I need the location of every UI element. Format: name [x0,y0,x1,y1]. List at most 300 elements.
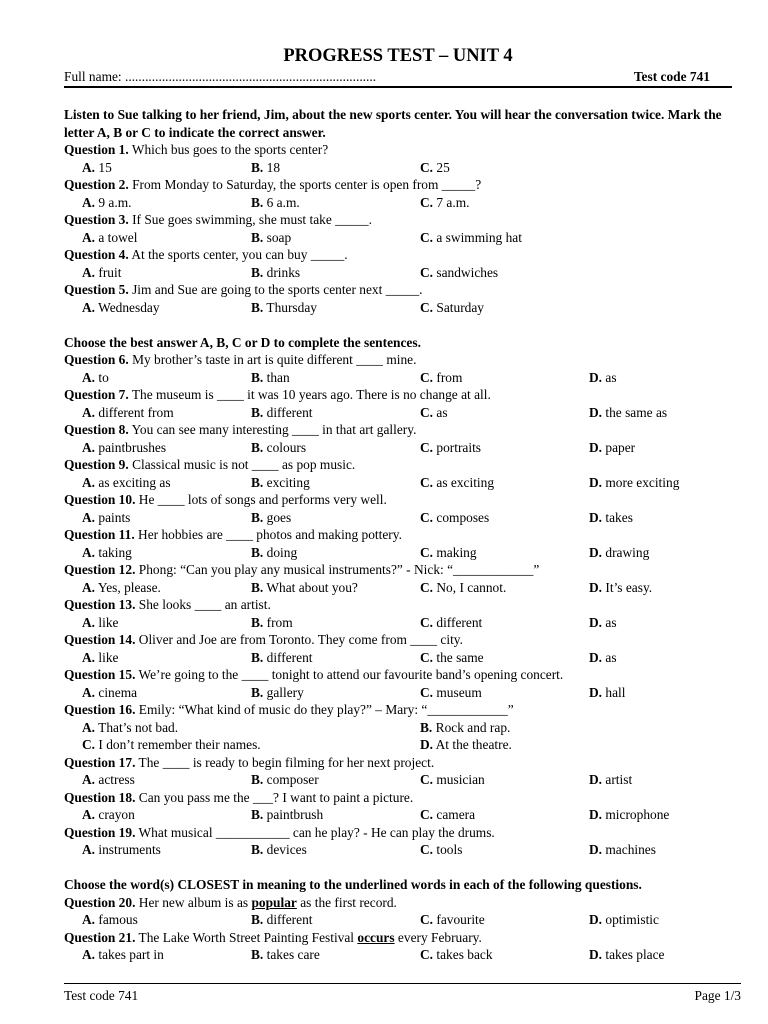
question-stem [64,631,732,649]
question-text: Classical music is not ____ as pop music. [128,457,356,472]
options-row [64,736,732,754]
question-label: Question 12. [64,562,136,577]
question-text: The museum is ____ it was 10 years ago. There is no change at all. [128,387,491,402]
answer-option [589,771,632,789]
option-text: different [436,614,483,630]
option-letter: B. [251,474,264,490]
answer-option [82,806,135,824]
option-text: famous [98,912,138,927]
answer-option [420,544,477,562]
answer-option [82,911,138,929]
option-letter: A. [82,579,96,595]
page-title: PROGRESS TEST – UNIT 4 [283,46,513,66]
question-stem [64,701,732,719]
question-stem [64,789,732,807]
question-text: The ____ is ready to begin filming for her next project. [135,754,435,770]
answer-option [251,771,319,789]
options-row [64,194,732,212]
option-letter: D. [589,947,603,962]
answer-option [82,404,174,422]
option-letter: A. [82,159,96,175]
options-row [64,771,732,789]
answer-option [420,264,498,282]
answer-option [251,614,293,632]
answer-option [589,684,625,702]
options-row [64,299,732,317]
options-row [64,404,732,422]
option-letter: C. [420,439,434,455]
option-letter: A. [82,439,96,455]
option-text: Wednesday [98,299,160,315]
answer-option [589,509,633,527]
option-letter: B. [251,684,264,700]
option-text: fruit [98,264,122,280]
option-letter: B. [251,194,264,210]
option-letter: D. [589,649,603,665]
option-letter: B. [251,299,264,315]
answer-option [251,299,317,317]
answer-option [82,439,166,457]
option-text: paintbrush [266,807,324,822]
option-letter: B. [420,719,433,735]
options-row [64,544,732,562]
answer-option [82,544,132,562]
answer-option [420,946,493,964]
option-letter: C. [420,509,434,525]
question-text: From Monday to Saturday, the sports center is open from _____? [128,177,482,192]
option-text: paintbrushes [98,439,167,455]
option-text: composes [436,509,490,525]
option-letter: C. [82,737,96,752]
option-letter: A. [82,194,96,210]
question-stem [64,526,732,544]
option-letter: C. [420,947,434,962]
answer-option [420,614,482,632]
option-letter: C. [420,474,434,490]
answer-option [82,299,160,317]
question-text: He ____ lots of songs and performs very well. [135,492,387,507]
option-letter: C. [420,807,434,822]
options-row [64,911,732,929]
answer-option [420,736,512,754]
answer-option [589,404,667,422]
option-text: sandwiches [436,264,499,280]
question-text: Can you pass me the ___? I want to paint a picture. [135,789,414,805]
option-letter: C. [420,404,434,420]
answer-option [251,439,306,457]
answer-option [420,649,484,667]
option-text: drinks [266,264,301,280]
answer-option [82,474,171,492]
test-content [64,106,732,964]
question-text: Oliver and Joe are from Toronto. They come from ____ city. [135,632,463,647]
option-text: as exciting as [98,474,171,490]
question-text: At the sports center, you can buy _____. [128,247,348,262]
question-label: Question 16. [64,702,136,717]
question-stem [64,421,732,439]
answer-option [420,229,522,247]
option-letter: A. [82,807,96,822]
question-text: Emily: “What kind of music do they play?” – Mary: “____________” [135,702,514,717]
option-letter: A. [82,684,96,700]
question-stem [64,246,732,264]
option-letter: C. [420,684,434,700]
option-text: crayon [98,807,135,822]
option-letter: D. [589,912,603,927]
question-text: If Sue goes swimming, she must take _____. [128,212,372,227]
question-label: Question 13. [64,597,136,612]
question-text: Which bus goes to the sports center? [128,142,329,157]
option-letter: C. [420,544,434,560]
question-text: My brother’s taste in art is quite different ____ mine. [128,352,417,367]
option-letter: D. [589,544,603,560]
option-letter: C. [420,772,434,787]
option-letter: A. [82,649,96,665]
option-text: exciting [266,474,310,490]
answer-option [251,509,291,527]
option-letter: C. [420,842,434,857]
answer-option [251,474,310,492]
option-letter: C. [420,299,434,315]
option-letter: A. [82,544,96,560]
option-text: takes place [605,947,665,962]
option-text: 9 a.m. [98,194,132,210]
option-text: the same as [605,404,668,420]
question-stem [64,596,732,614]
option-text: a swimming hat [436,229,522,245]
answer-option [589,544,649,562]
answer-option [251,369,290,387]
answer-option [251,194,300,212]
option-text: Saturday [436,299,484,315]
option-letter: D. [589,614,603,630]
options-row [64,719,732,737]
answer-option [251,911,313,929]
option-letter: C. [420,229,434,245]
question-stem [64,211,732,229]
question-label: Question 4. [64,247,129,262]
full-name-field: Full name: ........................................................................... [64,69,377,84]
option-text: like [98,649,119,665]
answer-option [82,579,161,597]
option-text: tools [436,842,463,857]
answer-option [420,439,481,457]
option-text: artist [605,772,633,787]
options-row [64,474,732,492]
answer-option [82,614,118,632]
answer-option [420,771,485,789]
answer-option [589,614,617,632]
answer-option [589,806,669,824]
option-text: taking [98,544,132,560]
answer-option [82,841,161,859]
spacer [64,859,732,877]
option-text: like [98,614,119,630]
option-letter: B. [251,649,264,665]
option-text: portraits [436,439,482,455]
option-letter: B. [251,264,264,280]
option-text: devices [266,842,307,857]
option-text: soap [266,229,292,245]
option-letter: C. [420,579,434,595]
question-stem [64,141,732,159]
question-text: You can see many interesting ____ in that art gallery. [128,422,417,437]
option-letter: B. [251,159,264,175]
option-text: takes part in [98,947,164,962]
option-text: different [266,649,313,665]
option-letter: D. [589,509,603,525]
answer-option [251,684,304,702]
option-text: composer [266,772,319,787]
footer-page-number: Page 1/3 [694,988,741,1003]
option-letter: A. [82,264,96,280]
option-text: 15 [98,159,112,175]
question-text: What musical ___________ can he play? - He can play the drums. [135,824,495,840]
question-text: every February. [394,929,482,945]
answer-option [82,369,109,387]
option-letter: A. [82,299,96,315]
option-text: Thursday [266,299,317,315]
option-text: hall [605,684,626,700]
answer-option [420,509,489,527]
option-letter: C. [420,912,434,927]
option-letter: D. [589,772,603,787]
question-label: Question 2. [64,177,129,192]
answer-option [589,369,617,387]
option-letter: B. [251,229,264,245]
answer-option [82,159,112,177]
option-letter: B. [251,509,264,525]
question-label: Question 17. [64,754,136,770]
option-text: It’s easy. [605,579,653,595]
underlined-word: occurs [357,929,395,945]
option-text: cinema [98,684,138,700]
option-text: colours [266,439,307,455]
option-letter: D. [420,737,434,752]
question-label: Question 20. [64,894,136,910]
option-letter: A. [82,772,96,787]
question-stem [64,754,732,772]
question-stem [64,456,732,474]
option-letter: A. [82,842,96,857]
question-stem [64,824,732,842]
option-text: as [605,649,617,665]
option-letter: D. [589,579,603,595]
question-label: Question 21. [64,929,136,945]
answer-option [589,474,679,492]
options-row [64,806,732,824]
answer-option [589,911,659,929]
answer-option [251,946,320,964]
answer-option [589,946,665,964]
option-letter: D. [589,474,603,490]
option-text: as exciting [436,474,495,490]
option-letter: D. [589,807,603,822]
question-label: Question 9. [64,457,129,472]
answer-option [82,946,164,964]
options-row [64,614,732,632]
option-letter: C. [420,369,434,385]
answer-option [251,264,300,282]
answer-option [82,229,137,247]
option-letter: A. [82,369,96,385]
answer-option [420,684,482,702]
option-text: museum [436,684,482,700]
answer-option [420,719,510,737]
option-text: as [605,614,617,630]
option-letter: A. [82,509,96,525]
answer-option [589,579,652,597]
option-letter: D. [589,842,603,857]
option-text: machines [605,842,656,857]
option-text: At the theatre. [435,737,512,752]
answer-option [82,509,130,527]
option-letter: B. [251,807,264,822]
option-text: musician [436,772,485,787]
option-letter: A. [82,474,96,490]
option-text: different [266,912,313,927]
answer-option [420,369,462,387]
options-row [64,509,732,527]
option-text: instruments [98,842,161,857]
option-letter: A. [82,614,96,630]
option-letter: C. [420,159,434,175]
option-text: I don’t remember their names. [98,737,261,752]
answer-option [420,579,506,597]
question-stem [64,666,732,684]
option-letter: A. [82,947,96,962]
option-text: 25 [436,159,450,175]
options-row [64,264,732,282]
option-letter: B. [251,614,264,630]
question-label: Question 14. [64,632,136,647]
section-instruction: Choose the word(s) CLOSEST in meaning to the underlined words in each of the following questions. [64,877,642,892]
answer-option [251,404,313,422]
answer-option [82,194,132,212]
option-text: from [436,369,463,385]
question-text: Phong: “Can you play any musical instruments?” - Nick: “____________” [135,562,540,577]
question-text: Her hobbies are ____ photos and making pottery. [134,527,402,542]
option-letter: A. [82,229,96,245]
option-text: to [98,369,109,385]
answer-option [589,841,656,859]
option-text: a towel [98,229,138,245]
answer-option [420,404,448,422]
underlined-word: popular [251,894,297,910]
option-letter: C. [420,614,434,630]
options-row [64,159,732,177]
question-stem [64,351,732,369]
option-text: the same [436,649,484,665]
question-text: Her new album is as [135,894,252,910]
option-text: gallery [266,684,304,700]
answer-option [420,911,485,929]
page-footer [64,983,741,1014]
option-letter: C. [420,264,434,280]
option-text: favourite [436,912,485,927]
question-text: as the first record. [296,894,397,910]
options-row [64,649,732,667]
answer-option [420,841,462,859]
option-letter: D. [589,684,603,700]
answer-option [251,579,358,597]
answer-option [420,299,484,317]
question-stem [64,386,732,404]
option-letter: C. [420,194,434,210]
answer-option [251,649,313,667]
option-letter: D. [589,369,603,385]
option-text: than [266,369,290,385]
option-text: 7 a.m. [436,194,470,210]
question-label: Question 3. [64,212,129,227]
name-row [64,67,732,88]
option-letter: B. [251,404,264,420]
footer-test-code: Test code 741 [64,988,139,1003]
answer-option [251,229,291,247]
option-text: different [266,404,313,420]
answer-option [420,474,494,492]
option-text: microphone [605,807,670,822]
option-text: takes care [266,947,320,962]
question-text: Jim and Sue are going to the sports center next _____. [128,282,423,297]
option-letter: B. [251,369,264,385]
answer-option [82,736,261,754]
option-text: doing [266,544,298,560]
option-text: Yes, please. [97,579,161,595]
option-text: paints [98,509,131,525]
options-row [64,946,732,964]
option-text: 6 a.m. [266,194,300,210]
option-letter: B. [251,842,264,857]
question-text: She looks ____ an artist. [135,597,271,612]
question-label: Question 15. [64,667,136,682]
answer-option [82,771,135,789]
option-letter: B. [251,579,264,595]
answer-option [420,159,450,177]
option-letter: C. [420,649,434,665]
option-text: camera [436,807,476,822]
option-text: different from [98,404,174,420]
options-row [64,369,732,387]
answer-option [589,649,617,667]
option-letter: A. [82,719,96,735]
option-text: No, I cannot. [436,579,507,595]
question-stem [64,561,732,579]
option-letter: B. [251,947,264,962]
option-text: actress [98,772,135,787]
option-letter: D. [589,404,603,420]
option-letter: B. [251,544,264,560]
answer-option [82,264,121,282]
option-text: as [605,369,617,385]
option-text: That’s not bad. [98,719,179,735]
section-instruction: Listen to Sue talking to her friend, Jim, about the new sports center. You will hear the conversation twice. Mark the letter A, B or C to indicate the correct answer. [64,107,722,140]
option-letter: B. [251,439,264,455]
question-label: Question 5. [64,282,129,297]
question-label: Question 18. [64,789,136,805]
answer-option [420,806,475,824]
question-label: Question 8. [64,422,129,437]
answer-option [251,806,323,824]
question-label: Question 1. [64,142,129,157]
section-instruction: Choose the best answer A, B, C or D to complete the sentences. [64,334,421,350]
test-code: Test code 741 [633,69,710,84]
options-row [64,439,732,457]
answer-option [589,439,635,457]
question-label: Question 19. [64,824,136,840]
option-text: paper [605,439,636,455]
option-text: drawing [605,544,650,560]
